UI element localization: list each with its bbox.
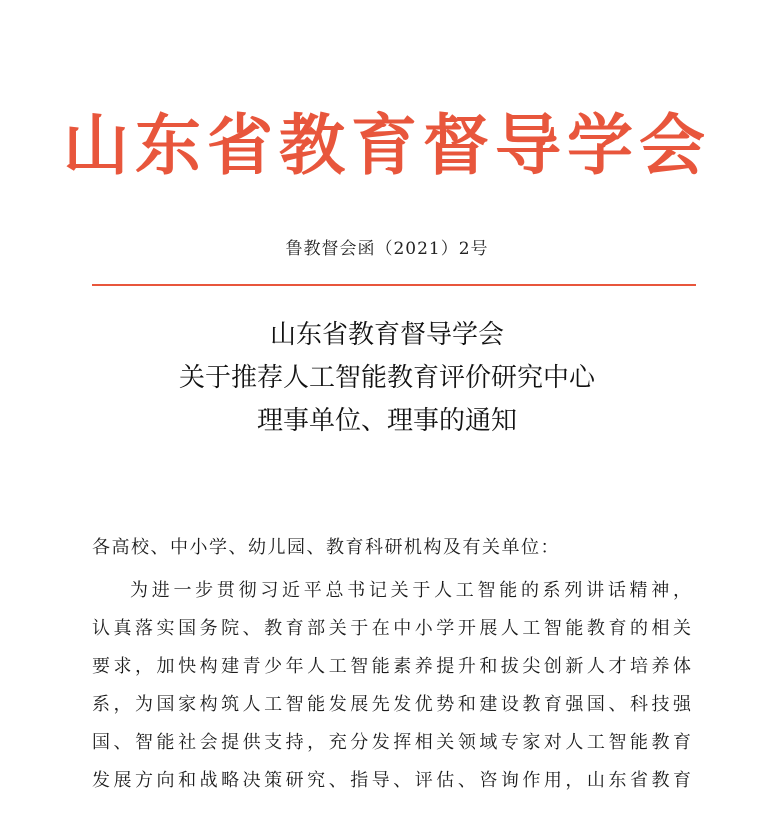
body-line: 系，为国家构筑人工智能发展先发优势和建设教育强国、科技强 — [92, 694, 692, 715]
title-line: 理事单位、理事的通知 — [256, 406, 517, 436]
document-title — [0, 314, 774, 443]
body-line: 认真落实国务院、教育部关于在中小学开展人工智能教育的相关 — [92, 618, 692, 639]
body-line: 为进一步贯彻习近平总书记关于人工智能的系列讲话精神， — [130, 580, 692, 601]
body-line: 发展方向和战略决策研究、指导、评估、咨询作用，山东省教育 — [92, 770, 692, 791]
body-paragraph — [92, 572, 712, 800]
red-divider-line — [92, 284, 696, 286]
salutation: 各高校、中小学、幼儿园、教育科研机构及有关单位： — [92, 537, 560, 558]
body-line: 要求，加快构建青少年人工智能素养提升和拔尖创新人才培养体 — [92, 656, 692, 677]
body-line: 国、智能社会提供支持，充分发挥相关领域专家对人工智能教育 — [92, 732, 692, 753]
letterhead-title: 山东省教育督导学会 — [63, 106, 711, 184]
title-line: 关于推荐人工智能教育评价研究中心 — [178, 363, 595, 393]
document-number: 鲁教督会函（2021）2号 — [285, 239, 489, 259]
title-line: 山东省教育督导学会 — [269, 320, 504, 350]
